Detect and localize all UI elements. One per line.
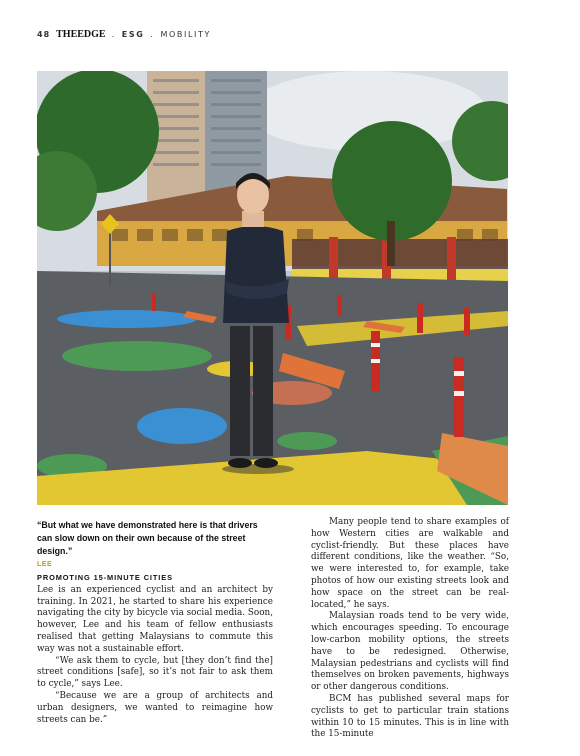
blue-paint-ellipse bbox=[57, 310, 197, 328]
sign-pole bbox=[109, 226, 111, 286]
article-paragraph: “Because we are a group of architects and urban designers, we wanted to reimagine how streets can be.” bbox=[37, 690, 273, 725]
article-paragraph: Lee is an experienced cyclist and an architect by training. In 2021, he started to share his experience navigating the city by bicycle via social media. Soon, however, Lee and his team of fellow enthusiasts realised that getting Malaysians to commute this way was not a sustainable effort. bbox=[37, 584, 273, 654]
article-column-right bbox=[311, 517, 509, 741]
article-paragraph: Malaysian roads tend to be very wide, which encourages speeding. To encourage low-carbon mobility options, the streets have to be redesigned. Otherwise, Malaysian pedestrians and cyclists will find themselves on broken pavements, highways or other dangerous conditions. bbox=[311, 611, 509, 693]
article-paragraph: “We ask them to cycle, but [they don’t find the] street conditions [safe], so it’s not fair to ask them to cycle,” says Lee. bbox=[37, 655, 273, 690]
tree-trunk bbox=[387, 221, 395, 266]
article-paragraph: BCM has published several maps for cyclists to get to particular train stations within 10 to 15 minutes. This is in line with the 15-minute bbox=[311, 693, 509, 740]
street-scene-illustration bbox=[37, 71, 508, 505]
header-separator-2: . bbox=[150, 29, 155, 39]
article-paragraph: Many people tend to share examples of how Western cities are walkable and cyclist-friendly. But these places have different conditions, like the weather. “So, we were interested to, for example, take photos of how our existing streets look and how space on the street can be real-located,” he says. bbox=[311, 517, 509, 610]
subsection-label: MOBILITY bbox=[160, 29, 211, 39]
green-paint-circle bbox=[62, 341, 212, 371]
pull-quote-text: “But what we have demonstrated here is that drivers can slow down on their own because of the street design.” bbox=[37, 520, 258, 557]
article-column-left bbox=[37, 572, 273, 726]
pull-quote bbox=[37, 519, 273, 568]
green-paint-circle-3 bbox=[277, 432, 337, 450]
blue-paint-circle bbox=[137, 408, 227, 444]
header-separator: . bbox=[111, 29, 116, 39]
fence bbox=[292, 239, 508, 271]
feature-photo bbox=[37, 71, 508, 505]
section-label: ESG bbox=[121, 29, 145, 39]
page-number: 48 bbox=[37, 29, 51, 39]
publication-logo: THEEDGE bbox=[56, 28, 106, 40]
running-header bbox=[37, 28, 211, 40]
article-subhead: PROMOTING 15-MINUTE CITIES bbox=[37, 573, 173, 582]
pull-quote-author: LEE bbox=[37, 561, 53, 568]
